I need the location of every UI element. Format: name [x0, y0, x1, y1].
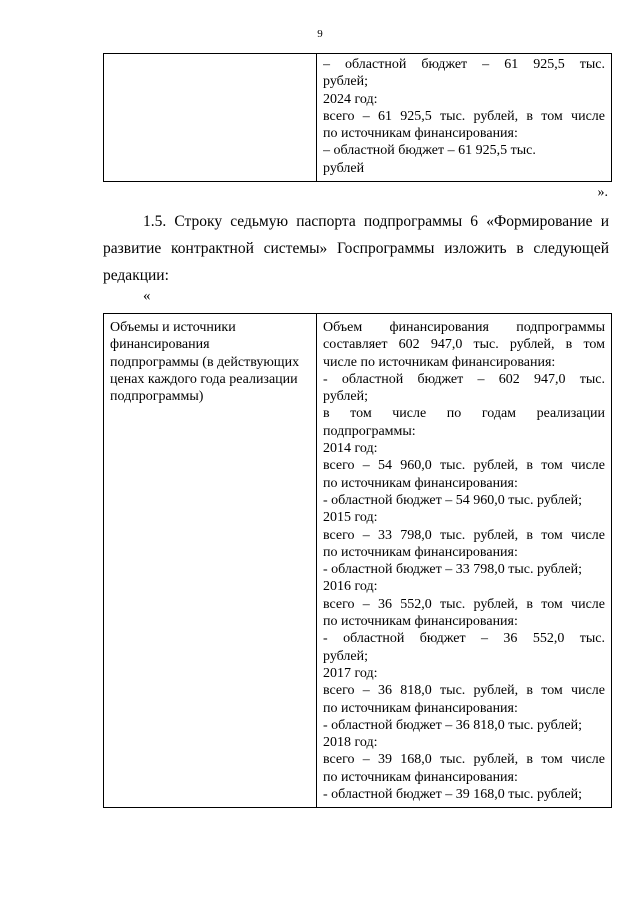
cell-line: рублей; — [323, 648, 368, 664]
cell-line: 2015 год: — [323, 510, 378, 526]
cell-line: рублей; — [323, 74, 368, 90]
cell-line: по источникам финансирования: — [323, 769, 518, 785]
cell-line: - областной бюджет – 54 960,0 тыс. рублей; — [323, 492, 582, 508]
cell-line: 2024 год: — [323, 91, 378, 107]
cell-line: по источникам финансирования: — [323, 475, 518, 491]
table-cell-right — [317, 54, 612, 182]
cell-line: Объемы и источники — [110, 320, 236, 335]
cell-line: финансирования — [110, 337, 210, 353]
table-cell-left — [104, 54, 317, 182]
cell-line: - областной бюджет – 33 798,0 тыс. рублей; — [323, 562, 582, 578]
cell-line: - областной бюджет – 602 947,0 тыс. — [323, 371, 605, 387]
cell-line: рублей — [323, 160, 365, 176]
cell-line: ценах каждого года реализации — [110, 371, 298, 387]
cell-line: составляет 602 947,0 тыс. рублей, в том — [323, 337, 605, 353]
cell-line: всего – 61 925,5 тыс. рублей, в том числе — [323, 108, 605, 124]
cell-line: - областной бюджет – 36 818,0 тыс. рублей; — [323, 717, 582, 733]
table-cell-right — [317, 314, 612, 808]
cell-line: Объем финансирования подпрограммы — [323, 320, 605, 335]
continued-table — [103, 53, 612, 182]
table-row — [104, 54, 612, 182]
cell-line: подпрограммы) — [110, 389, 204, 405]
cell-line: всего – 54 960,0 тыс. рублей, в том числе — [323, 458, 605, 474]
cell-line: всего – 33 798,0 тыс. рублей, в том числе — [323, 527, 605, 543]
cell-text — [104, 54, 316, 65]
cell-line: подпрограммы: — [323, 423, 416, 439]
cell-line: – областной бюджет – 61 925,5 тыс. — [323, 57, 605, 72]
table-cell-left — [104, 314, 317, 808]
cell-line: 2014 год: — [323, 441, 378, 457]
cell-line: 2016 год: — [323, 579, 378, 595]
closing-quote: ». — [597, 185, 608, 200]
cell-line: подпрограммы (в действующих — [110, 354, 300, 370]
cell-line: по источникам финансирования: — [323, 700, 518, 716]
opening-quote: « — [143, 288, 151, 304]
paragraph-line: развитие контрактной системы» Госпрограммы изложить в следующей — [103, 240, 609, 257]
page-number: 9 — [317, 28, 323, 40]
cell-line: 2018 год: — [323, 735, 378, 751]
cell-line: числе по источникам финансирования: — [323, 354, 556, 370]
passport-table — [103, 313, 612, 808]
cell-line: 2017 год: — [323, 665, 378, 681]
cell-line: - областной бюджет – 39 168,0 тыс. рублей; — [323, 787, 582, 803]
cell-line: по источникам финансирования: — [323, 614, 518, 630]
cell-line: всего – 39 168,0 тыс. рублей, в том числе — [323, 752, 605, 768]
cell-line: рублей; — [323, 389, 368, 405]
cell-line: всего – 36 552,0 тыс. рублей, в том числе — [323, 596, 605, 612]
cell-line: в том числе по годам реализации — [323, 406, 605, 422]
amendment-paragraph — [103, 208, 609, 289]
paragraph-line: 1.5. Строку седьмую паспорта подпрограммы 6 «Формирование и — [143, 213, 609, 230]
cell-line: - областной бюджет – 36 552,0 тыс. — [323, 631, 605, 647]
cell-line: всего – 36 818,0 тыс. рублей, в том числе — [323, 683, 605, 699]
cell-line: по источникам финансирования: — [323, 126, 518, 142]
cell-line: по источникам финансирования: — [323, 544, 518, 560]
paragraph-line: редакции: — [103, 267, 169, 284]
cell-line: – областной бюджет – 61 925,5 тыс. — [323, 143, 536, 159]
table-row — [104, 314, 612, 808]
